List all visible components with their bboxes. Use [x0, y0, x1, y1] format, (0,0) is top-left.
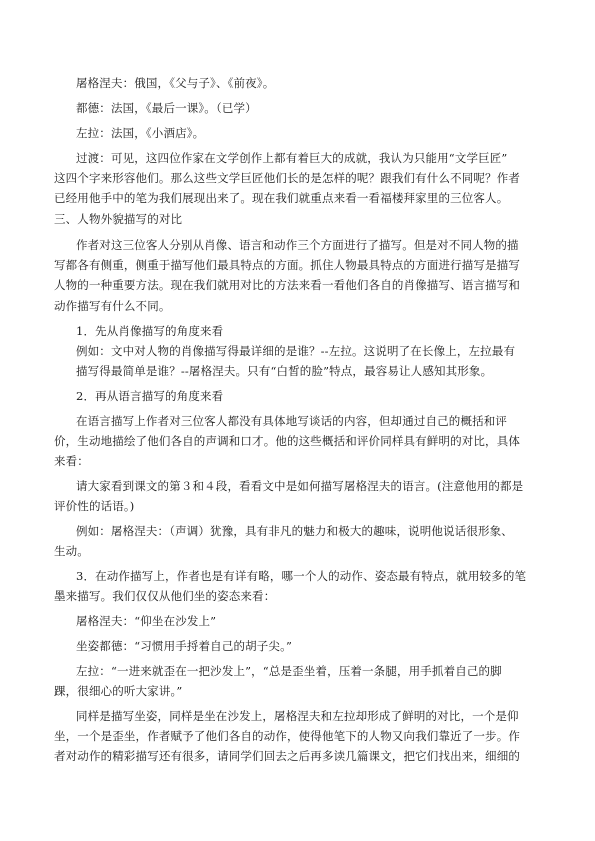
subheading: 3．在动作描写上，作者也是有详有略，哪一个人的动作、姿态最有特点，就用较多的笔 [76, 569, 527, 583]
text-line: 同样是描写坐姿，同样是坐在沙发上，屠格涅夫和左拉却形成了鲜明的对比，一个是仰 [76, 709, 519, 723]
subheading: 1．先从肖像描写的角度来看 [76, 324, 224, 338]
text-line: 人物的一种重要方法。现在我们就用对比的方法来看一看他们各自的肖像描写、语言描写和 [54, 278, 520, 292]
subheading: 2．再从语言描写的角度来看 [76, 389, 224, 403]
text-line: 坐，一个是歪坐，作者赋予了他们各自的动作，使得他笔下的人物又向我们靠近了一步。作 [54, 729, 520, 743]
text-line: 屠格涅夫：俄国，《父与子》、《前夜》。 [76, 76, 275, 90]
text-line: 例如：文中对人物的肖像描写得最详细的是谁？--左拉。这说明了在长像上，左拉最有 [76, 344, 516, 358]
section-heading: 三、人物外貌描写的对比 [54, 212, 183, 226]
text-line: 在语言描写上作者对三位客人都没有具体地写谈话的内容，但却通过自己的概括和评 [76, 414, 508, 428]
text-line: 写都各有侧重，侧重于描写他们最具特点的方面。抓住人物最具特点的方面进行描写是描写 [54, 258, 520, 272]
text-line: 坐姿都德：“习惯用手捋着自己的胡子尖。” [76, 639, 293, 653]
text-line: 都德：法国，《最后一课》。（已学） [76, 101, 257, 115]
text-line: 过渡：可见，这四位作家在文学创作上都有着巨大的成就，我认为只能用“文学巨匠” [76, 151, 508, 165]
text-line: 左拉：“一进来就歪在一把沙发上”，“总是歪坐着，压着一条腿，用手抓着自己的脚 [76, 664, 502, 678]
text-line: 来看： [54, 454, 89, 468]
text-line: 墨来描写。我们仅仅从他们坐的姿态来看： [54, 589, 276, 603]
text-line: 价，生动地描绘了他们各自的声调和口才。他的这些概括和评价同样具有鲜明的对比，具体 [54, 434, 520, 448]
text-line: 请大家看到课文的第３和４段，看看文中是如何描写屠格涅夫的语言。(注意他用的都是 [76, 479, 524, 493]
text-line: 这四个字来形容他们。那么这些文学巨匠他们长的是怎样的呢？跟我们有什么不同呢？作者 [54, 171, 520, 185]
text-line: 屠格涅夫：“仰坐在沙发上” [76, 614, 217, 628]
text-line: 踝，很细心的听大家讲。” [54, 684, 183, 698]
text-line: 评价性的话语。) [54, 499, 135, 513]
text-line: 动作描写有什么不同。 [54, 299, 171, 313]
text-line: 已经用他手中的笔为我们展现出来了。现在我们就重点来看一看福楼拜家里的三位客人。 [54, 191, 509, 205]
text-line: 生动。 [54, 544, 89, 558]
text-line: 者对动作的精彩描写还有很多，请同学们回去之后再多读几篇课文，把它们找出来，细细的 [54, 749, 520, 763]
text-line: 例如：屠格涅夫：（声调）犹豫，具有非凡的魅力和极大的趣味，说明他说话很形象、 [76, 524, 513, 538]
text-line: 左拉：法国，《小酒店》。 [76, 126, 205, 140]
text-line: 描写得最简单是谁？--屠格涅夫。只有“白皙的脸”特点，最容易让人感知其形象。 [76, 364, 493, 378]
text-line: 作者对这三位客人分别从肖像、语言和动作三个方面进行了描写。但是对不同人物的描 [76, 238, 519, 252]
